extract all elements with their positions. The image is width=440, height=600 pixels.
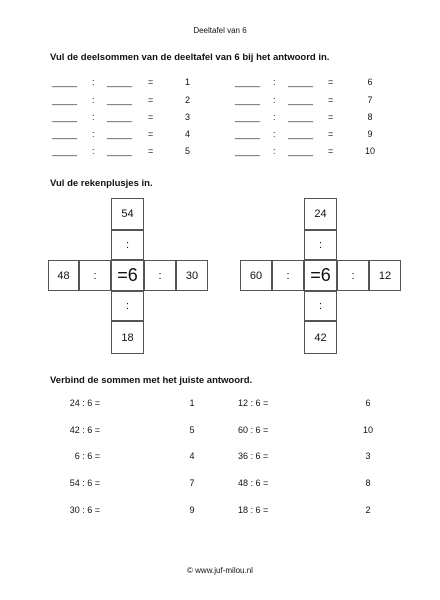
equals-sign: = (328, 77, 334, 87)
sum-right[interactable]: 60 : 6 = (238, 425, 269, 435)
colon-sign: : (92, 129, 95, 139)
plus1-lower-colon-box: : (111, 291, 144, 321)
answer-left[interactable]: 1 (189, 398, 195, 408)
equals-sign: = (328, 95, 334, 105)
answer-blank-divisor[interactable]: _____ (288, 129, 314, 139)
plus1-right-colon-box: : (144, 260, 176, 291)
answer-blank-divisor[interactable]: _____ (107, 146, 133, 156)
sum-left[interactable]: 30 : 6 = (69, 505, 100, 515)
answer-left[interactable]: 9 (189, 505, 195, 515)
sum-left[interactable]: 42 : 6 = (69, 425, 100, 435)
answer-blank-divisor[interactable]: _____ (107, 129, 133, 139)
plus1-bottom-box[interactable]: 18 (111, 321, 144, 354)
colon-sign: : (273, 146, 276, 156)
plus1-center-box: =6 (111, 260, 144, 291)
plus2-right-box[interactable]: 12 (369, 260, 401, 291)
colon-sign: : (273, 129, 276, 139)
answer-blank-dividend[interactable]: _____ (235, 129, 261, 139)
plus1-right-box[interactable]: 30 (176, 260, 208, 291)
equals-sign: = (328, 112, 334, 122)
given-answer: 2 (185, 95, 191, 105)
sum-right[interactable]: 18 : 6 = (238, 505, 269, 515)
answer-blank-dividend[interactable]: _____ (52, 129, 78, 139)
equals-sign: = (148, 129, 154, 139)
colon-sign: : (92, 95, 95, 105)
section-heading-rekenplusjes: Vul de rekenplusjes in. (50, 178, 153, 189)
answer-blank-dividend[interactable]: _____ (52, 95, 78, 105)
sum-right[interactable]: 36 : 6 = (238, 451, 269, 461)
plus1-left-colon-box: : (79, 260, 111, 291)
colon-sign: : (273, 112, 276, 122)
answer-left[interactable]: 4 (189, 451, 195, 461)
answer-blank-divisor[interactable]: _____ (288, 112, 314, 122)
plus1-upper-colon-box: : (111, 230, 144, 260)
section-heading-deelsommen: Vul de deelsommen van de deeltafel van 6 bij het antwoord in. (50, 52, 330, 63)
given-answer: 3 (185, 112, 191, 122)
answer-blank-dividend[interactable]: _____ (235, 95, 261, 105)
given-answer: 7 (367, 95, 373, 105)
sum-left[interactable]: 6 : 6 = (74, 451, 100, 461)
plus2-bottom-box[interactable]: 42 (304, 321, 337, 354)
answer-blank-dividend[interactable]: _____ (52, 77, 78, 87)
sum-left[interactable]: 54 : 6 = (69, 478, 100, 488)
answer-blank-divisor[interactable]: _____ (107, 112, 133, 122)
plus2-center-box: =6 (304, 260, 337, 291)
sum-right[interactable]: 12 : 6 = (238, 398, 269, 408)
equals-sign: = (148, 95, 154, 105)
answer-blank-dividend[interactable]: _____ (52, 146, 78, 156)
equals-sign: = (328, 129, 334, 139)
plus2-upper-colon-box: : (304, 230, 337, 260)
plus2-lower-colon-box: : (304, 291, 337, 321)
answer-blank-dividend[interactable]: _____ (235, 112, 261, 122)
footer-copyright: © www.juf-milou.nl (187, 566, 253, 575)
answer-blank-divisor[interactable]: _____ (288, 77, 314, 87)
plus2-left-colon-box: : (272, 260, 304, 291)
answer-blank-dividend[interactable]: _____ (235, 146, 261, 156)
given-answer: 10 (364, 146, 375, 156)
equals-sign: = (328, 146, 334, 156)
colon-sign: : (273, 95, 276, 105)
answer-blank-dividend[interactable]: _____ (235, 77, 261, 87)
answer-blank-divisor[interactable]: _____ (288, 146, 314, 156)
equals-sign: = (148, 77, 154, 87)
given-answer: 9 (367, 129, 373, 139)
plus1-top-box[interactable]: 54 (111, 198, 144, 230)
given-answer: 8 (367, 112, 373, 122)
given-answer: 5 (185, 146, 191, 156)
answer-right[interactable]: 10 (362, 425, 373, 435)
colon-sign: : (92, 146, 95, 156)
sum-left[interactable]: 24 : 6 = (69, 398, 100, 408)
given-answer: 4 (185, 129, 191, 139)
equals-sign: = (148, 112, 154, 122)
section-heading-verbind: Verbind de sommen met het juiste antwoord. (50, 375, 253, 386)
answer-right[interactable]: 2 (365, 505, 371, 515)
equals-sign: = (148, 146, 154, 156)
answer-blank-divisor[interactable]: _____ (288, 95, 314, 105)
answer-left[interactable]: 5 (189, 425, 195, 435)
answer-blank-divisor[interactable]: _____ (107, 95, 133, 105)
colon-sign: : (273, 77, 276, 87)
answer-right[interactable]: 6 (365, 398, 371, 408)
plus2-top-box[interactable]: 24 (304, 198, 337, 230)
colon-sign: : (92, 112, 95, 122)
answer-blank-dividend[interactable]: _____ (52, 112, 78, 122)
plus2-right-colon-box: : (337, 260, 369, 291)
sum-right[interactable]: 48 : 6 = (238, 478, 269, 488)
given-answer: 1 (185, 77, 191, 87)
answer-blank-divisor[interactable]: _____ (107, 77, 133, 87)
plus2-left-box[interactable]: 60 (240, 260, 272, 291)
answer-left[interactable]: 7 (189, 478, 195, 488)
answer-right[interactable]: 3 (365, 451, 371, 461)
colon-sign: : (92, 77, 95, 87)
page-title: Deeltafel van 6 (193, 26, 247, 35)
plus1-left-box[interactable]: 48 (48, 260, 79, 291)
answer-right[interactable]: 8 (365, 478, 371, 488)
given-answer: 6 (367, 77, 373, 87)
